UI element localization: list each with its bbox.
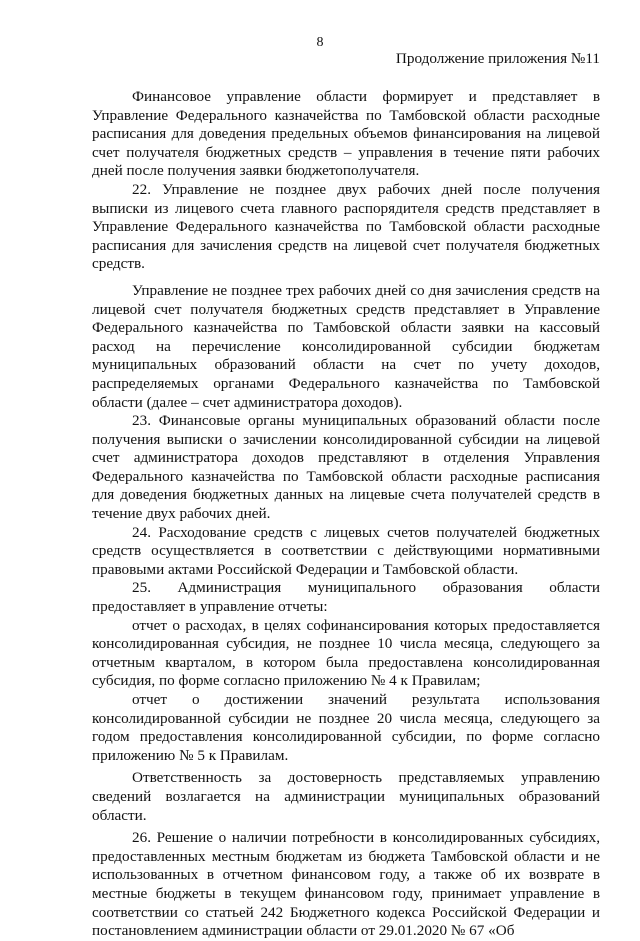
paragraph: отчет о расходах, в целях софинансирования которых предоставляется консолидированная субсидия, не позднее 10 числа месяца, следующего за отчетным кварталом, в котором была предоставлена консолидированная субсидия, по форме согласно приложению № 4 к Правилам; <box>92 616 600 690</box>
paragraph: 25. Администрация муниципального образования области <box>132 579 600 597</box>
paragraph: Ответственность за достоверность представляемых управлению сведений возлагается на администрации муниципальных образований области. <box>92 769 600 824</box>
paragraph: 26. Решение о наличии потребности в консолидированных субсидиях, предоставленных местным бюджетам из бюджета Тамбовской области и не использованных в отчетном финансовом году, а также об их возврате в местные бюджеты в текущем финансовом году, принимает управление в соответствии со статьей 242 Бюджетного кодекса Российской Федерации и постановлением администрации области от 29.01.2020 № 67 «Об <box>92 829 600 940</box>
paragraph: 22. Управление не позднее двух рабочих дней после получения выписки из лицевого счета главного распорядителя средств представляет в Управление Федерального казначейства по Тамбовской области расходные расписания для зачисления средств на лицевой счет получателя бюджетных средств. <box>92 180 600 273</box>
appendix-note: Продолжение приложения №11 <box>395 50 600 67</box>
paragraph: 23. Финансовые органы муниципальных образований области после получения выписки о зачислении консолидированной субсидии на лицевой счет администратора доходов представляют в отделения Управления Федерального казначейства по Тамбовской области расходные расписания для доведения бюджетных данных на лицевые счета получателей средств в течение двух рабочих дней. <box>92 412 600 523</box>
paragraph: предоставляет в управление отчеты: <box>92 598 328 616</box>
paragraph: консолидированной субсидии не позднее 20 числа месяца, следующего за годом предоставления консолидированной субсидии, по форме согласно приложению № 5 к Правилам. <box>92 709 600 764</box>
paragraph: 24. Расходование средств с лицевых счетов получателей бюджетных средств осуществляется в соответствии с действующими нормативными правовыми актами Российской Федерации и Тамбовской области. <box>92 523 600 578</box>
page-number: 8 <box>316 35 324 50</box>
paragraph: Управление не позднее трех рабочих дней со дня зачисления средств на лицевой счет получателя бюджетных средств представляет в Управление Федерального казначейства по Тамбовской области заявки на кассовый расход на перечисление консолидированной субсидии бюджетам муниципальных образований области на счет по учету доходов, распределяемых органами Федерального казначейства по Тамбовской области (далее – счет администратора доходов). <box>92 281 600 411</box>
document-body <box>92 88 600 941</box>
paragraph: Финансовое управление области формирует и представляет в Управление Федерального казначейства по Тамбовской области расходные расписания для доведения предельных объемов финансирования на лицевой счет получателя бюджетных средств – управления в течение пяти рабочих дней после получения заявки бюджетополучателя. <box>92 88 600 180</box>
paragraph: отчет о достижении значений результата использования <box>132 691 600 708</box>
